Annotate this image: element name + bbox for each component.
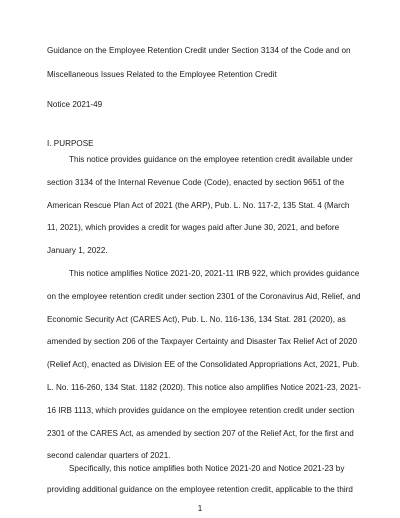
paragraph1-line-5: January 1, 2022. xyxy=(47,246,108,255)
paragraph2-line-4: amended by section 206 of the Taxpayer Certainty and Disaster Tax Relief Act of 2020 xyxy=(47,337,358,346)
paragraph2-line-2: on the employee retention credit under section 2301 of the Coronavirus Aid, Relief, and xyxy=(47,292,361,301)
paragraph2-line-7: 16 IRB 1113, which provides guidance on the employee retention credit under section xyxy=(47,406,355,415)
paragraph1-line-3: American Rescue Plan Act of 2021 (the ARP), Pub. L. No. 117-2, 135 Stat. 4 (March xyxy=(47,201,350,210)
paragraph1-line-1: This notice provides guidance on the employee retention credit available under xyxy=(69,155,353,164)
paragraph2-line-8: 2301 of the CARES Act, as amended by section 207 of the Relief Act, for the first and xyxy=(47,429,354,438)
notice-number: Notice 2021-49 xyxy=(47,100,103,109)
paragraph3-line-1: Specifically, this notice amplifies both Notice 2021-20 and Notice 2021-23 by xyxy=(69,464,345,473)
section-heading: I. PURPOSE xyxy=(47,139,94,148)
page-number: 1 xyxy=(197,504,203,513)
paragraph1-line-4: 11, 2021), which provides a credit for wages paid after June 30, 2021, and before xyxy=(47,223,340,232)
paragraph2-line-3: Economic Security Act (CARES Act), Pub. L. No. 116-136, 134 Stat. 281 (2020), as xyxy=(47,315,346,324)
paragraph2-line-5: (Relief Act), enacted as Division EE of the Consolidated Appropriations Act, 2021, Pub. xyxy=(47,360,360,369)
paragraph2-line-6: L. No. 116-260, 134 Stat. 1182 (2020). This notice also amplifies Notice 2021-23, 2021- xyxy=(47,383,361,392)
document-title-line-2: Miscellaneous Issues Related to the Employee Retention Credit xyxy=(47,70,277,79)
paragraph2-line-1: This notice amplifies Notice 2021-20, 2021-11 IRB 922, which provides guidance xyxy=(69,269,360,278)
document-title-line-1: Guidance on the Employee Retention Credit under Section 3134 of the Code and on xyxy=(47,46,351,55)
paragraph1-line-2: section 3134 of the Internal Revenue Code (Code), enacted by section 9651 of the xyxy=(47,178,345,187)
paragraph2-line-9: second calendar quarters of 2021. xyxy=(47,451,171,460)
paragraph3-line-2: providing additional guidance on the employee retention credit, applicable to the third xyxy=(47,485,353,494)
